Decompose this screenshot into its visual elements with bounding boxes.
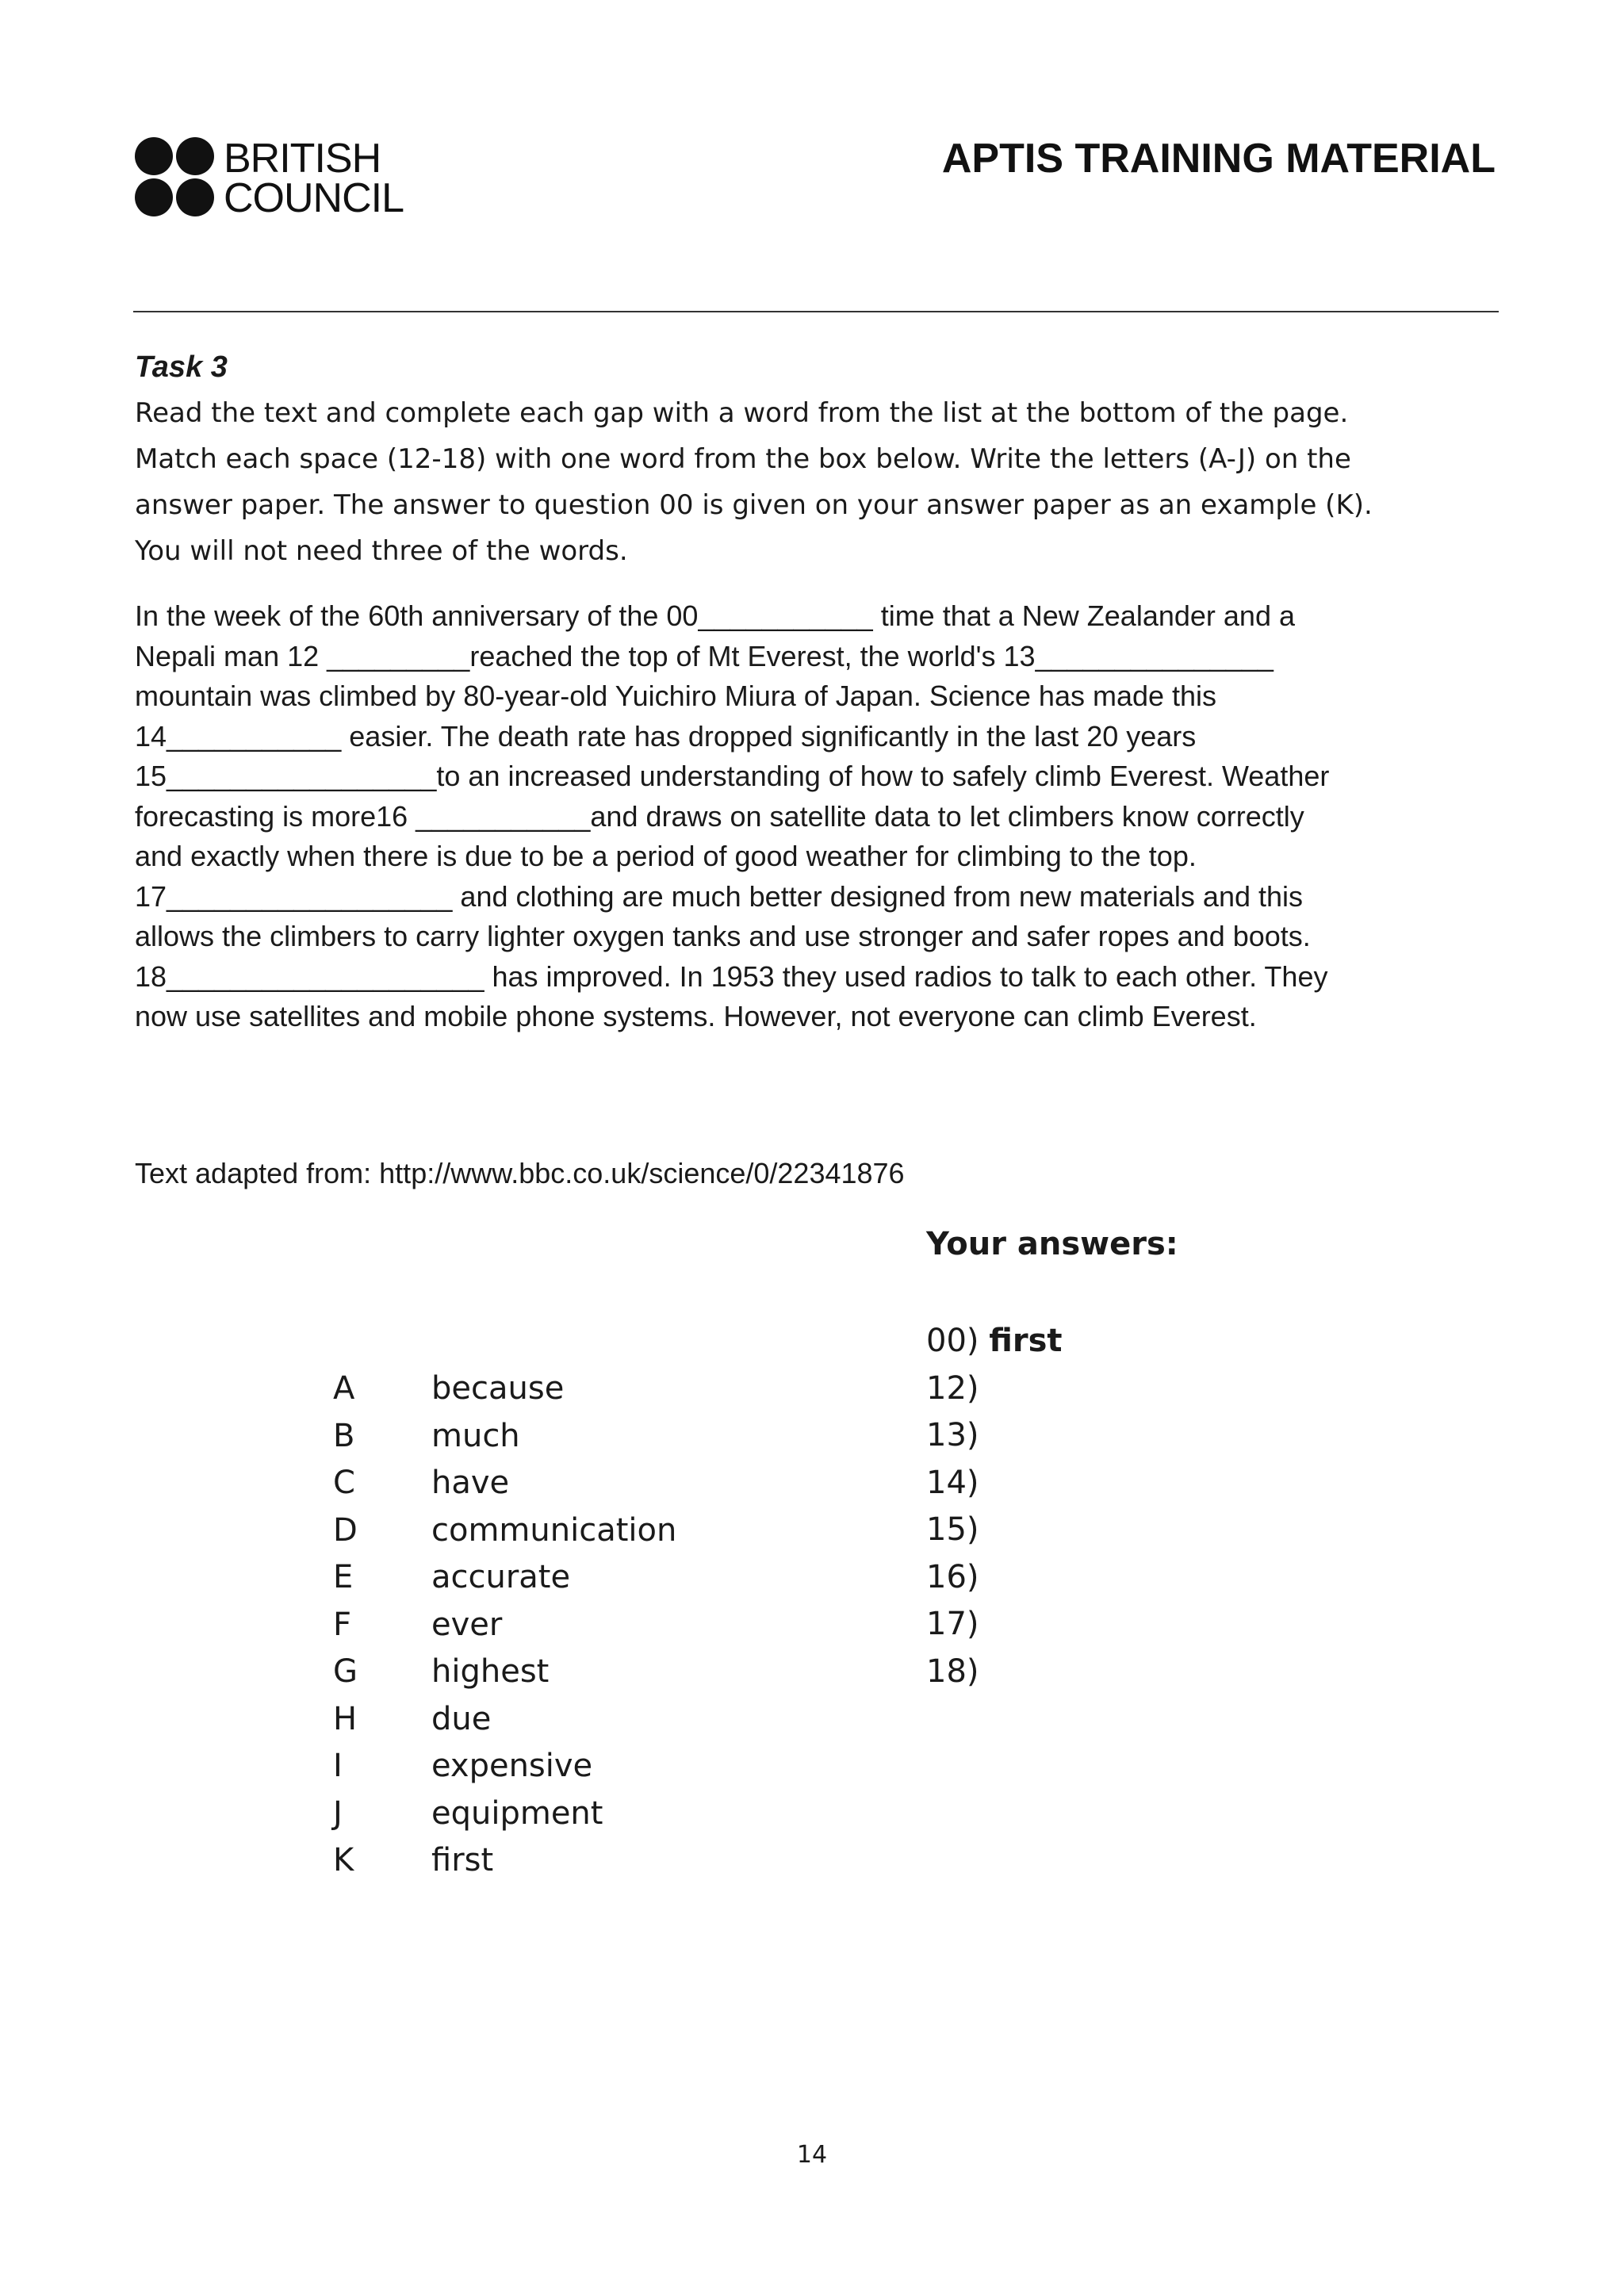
word-list-item <box>333 1696 676 1744</box>
word-text: expensive <box>431 1748 593 1784</box>
passage-line: and exactly when there is due to be a period of good weather for climbing to the top. <box>135 840 1197 872</box>
word-letter: E <box>333 1559 354 1595</box>
passage-line: allows the climbers to carry lighter oxygen tanks and use stronger and safer ropes and boots. <box>135 920 1311 952</box>
word-letter: J <box>333 1794 343 1832</box>
answer-item: 14) <box>926 1464 979 1501</box>
word-list-item <box>333 1413 676 1461</box>
word-letter: F <box>333 1606 352 1643</box>
logo-line-2: COUNCIL <box>224 175 404 221</box>
word-letter: H <box>333 1700 358 1737</box>
answer-example <box>926 1318 1063 1365</box>
word-text: first <box>431 1842 494 1878</box>
reading-passage <box>135 596 1499 1037</box>
answers-heading: Your answers: <box>926 1226 1178 1262</box>
answer-item: 13) <box>926 1417 979 1453</box>
page-header-title: APTIS TRAINING MATERIAL <box>941 136 1496 182</box>
word-list-item <box>333 1743 676 1790</box>
source-citation: Text adapted from: http://www.bbc.co.uk/science/0/22341876 <box>135 1157 905 1189</box>
word-letter: K <box>333 1842 354 1878</box>
passage-line: 15_________________to an increased understanding of how to safely climb Everest. Weather <box>135 760 1330 792</box>
passage-line: forecasting is more16 ___________and draws on satellite data to let climbers know correctly <box>135 799 1304 833</box>
word-letter: D <box>333 1511 358 1549</box>
instruction-line: Read the text and complete each gap with a word from the list at the bottom of the page. <box>135 397 1349 429</box>
passage-line: 17__________________ and clothing are much better designed from new materials and this <box>135 879 1304 913</box>
task-instructions <box>135 390 1483 574</box>
word-letter: A <box>333 1370 355 1407</box>
task-heading: Task 3 <box>135 350 228 384</box>
word-text: have <box>431 1465 510 1501</box>
header-divider <box>133 311 1499 312</box>
word-letter: G <box>333 1653 358 1690</box>
instruction-line: answer paper. The answer to question 00 is given on your answer paper as an example (K). <box>135 489 1373 521</box>
word-list-item <box>333 1602 676 1649</box>
passage-line: 14___________ easier. The death rate has dropped significantly in the last 20 years <box>135 719 1197 753</box>
page-number: 14 <box>796 2141 828 2169</box>
answer-item: 17) <box>926 1606 979 1642</box>
answer-item: 16) <box>926 1558 979 1595</box>
instruction-line: You will not need three of the words. <box>135 535 628 567</box>
example-answer: first <box>989 1323 1063 1359</box>
word-text: due <box>431 1700 492 1737</box>
answer-item: 12) <box>926 1369 979 1407</box>
word-list <box>333 1365 676 1885</box>
answer-number: 00) <box>926 1323 979 1359</box>
answer-list <box>926 1318 1063 1695</box>
passage-line: now use satellites and mobile phone systems. However, not everyone can climb Everest. <box>135 1000 1257 1032</box>
word-text: communication <box>431 1511 677 1549</box>
instruction-line: Match each space (12-18) with one word from the box below. Write the letters (A-J) on the <box>135 443 1351 475</box>
word-text: equipment <box>431 1794 603 1832</box>
passage-line: Nepali man 12 _________reached the top of Mt Everest, the world's 13_______________ <box>135 639 1274 672</box>
word-text: accurate <box>431 1559 571 1595</box>
logo-dots-icon <box>135 137 217 220</box>
logo-line-1: BRITISH <box>224 136 381 182</box>
word-list-item <box>333 1460 676 1507</box>
passage-line: mountain was climbed by 80-year-old Yuichiro Miura of Japan. Science has made this <box>135 680 1217 712</box>
british-council-logo <box>135 135 404 222</box>
passage-line: In the week of the 60th anniversary of the 00___________ time that a New Zealander and a <box>135 599 1295 632</box>
word-list-item <box>333 1790 676 1838</box>
word-text: highest <box>431 1653 550 1690</box>
word-text: ever <box>431 1606 503 1643</box>
word-list-item <box>333 1507 676 1555</box>
word-text: much <box>431 1417 520 1454</box>
word-list-item <box>333 1837 676 1885</box>
word-letter: B <box>333 1417 355 1454</box>
word-list-item <box>333 1554 676 1602</box>
word-letter: C <box>333 1465 355 1501</box>
word-list-item <box>333 1365 676 1413</box>
word-text: because <box>431 1370 565 1407</box>
passage-line: 18____________________ has improved. In 1953 they used radios to talk to each other. They <box>135 959 1328 993</box>
answer-item: 15) <box>926 1511 979 1548</box>
word-list-item <box>333 1649 676 1696</box>
answer-item: 18) <box>926 1653 979 1690</box>
word-letter: I <box>333 1748 343 1784</box>
